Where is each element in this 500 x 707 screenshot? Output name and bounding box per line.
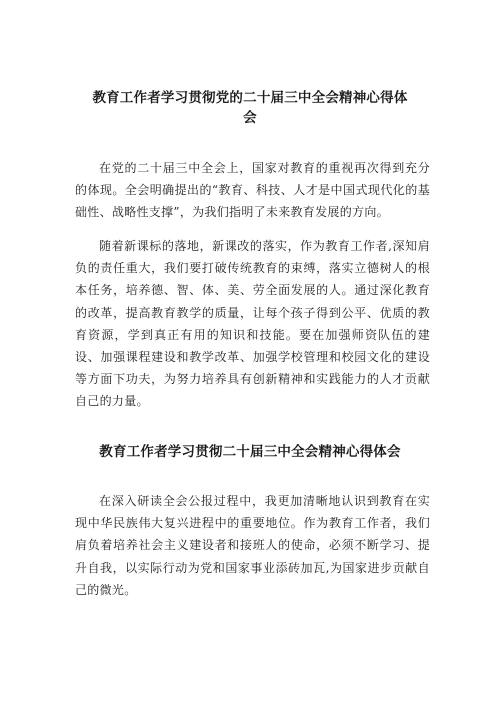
section-1-title-line-2: 会 (243, 110, 257, 126)
section-1-paragraph-1: 在党的二十届三中全会上，国家对教育的重视再次得到充分的体现。全会明确提出的“教育、科技、人才是中国式现代化的基础性、战略性支撑”，为我们指明了未来教育发展的方向。 (75, 161, 430, 220)
section-1-paragraph-2: 随着新课标的落地，新课改的落实，作为教育工作者,深知肩负的责任重大，我们要打破传统教育的束缚，落实立德树人的根本任务，培养德、智、体、美、劳全面发展的人。通过深化教育的改革，提高教育教学的质量，让每个孩子得到公平、优质的教育资源，学到真正有用的知识和技能。要在加强师资队伍的建设、加强课程建设和教学改革、加强学校管理和校园文化的建设等方面下功夫，为努力培养具有创新精神和实践能力的人才贡献自己的力量。 (75, 239, 430, 409)
section-2-title: 教育工作者学习贯彻二十届三中全会精神心得体会 (99, 444, 401, 460)
section-1-title (60, 88, 440, 128)
section-1-title-line-1: 教育工作者学习贯彻党的二十届三中全会精神心得体 (92, 90, 408, 106)
section-2-paragraph-1: 在深入研读全会公报过程中，我更加清晰地认识到教育在实现中华民族伟大复兴进程中的重要地位。作为教育工作者，我们肩负着培养社会主义建设者和接班人的使命，必须不断学习、提升自我，以实际行动为党和国家事业添砖加瓦,为国家进步贡献自己的微光。 (75, 494, 430, 597)
